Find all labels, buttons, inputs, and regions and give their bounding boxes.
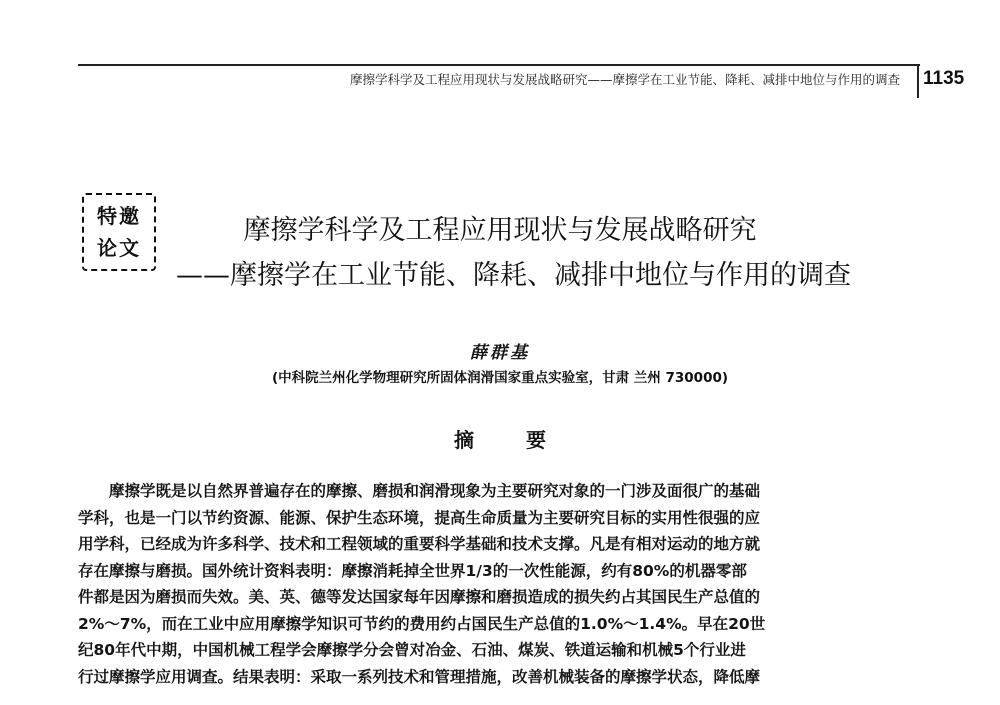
badge-line-1: 特邀: [97, 204, 141, 228]
abstract-line: 摩擦学既是以自然界普遍存在的摩擦、磨损和润滑现象为主要研究对象的一门涉及面很广的基础: [109, 482, 761, 500]
header-rule: [78, 64, 920, 66]
article-title: 摩擦学科学及工程应用现状与发展战略研究: [243, 215, 757, 246]
abstract-line: 2%～7%，而在工业中应用摩擦学知识可节约的费用约占国民生产总值的1.0%～1.4%。早在20世: [78, 614, 766, 633]
author-name: 薛群基: [470, 343, 530, 363]
abstract-heading-char-1: 摘: [454, 428, 474, 452]
abstract-heading-char-2: 要: [526, 428, 546, 452]
article-subtitle: ——摩擦学在工业节能、降耗、减排中地位与作用的调查: [176, 260, 851, 291]
page-number-divider: [917, 64, 919, 98]
badge-line-2: 论文: [97, 236, 141, 260]
abstract-body: [78, 478, 928, 690]
abstract-line: 学科，也是一门以节约资源、能源、保护生态环境，提高生命质量为主要研究目标的实用性很强的应: [78, 508, 761, 527]
running-head: 摩擦学科学及工程应用现状与发展战略研究——摩擦学在工业节能、降耗、减排中地位与作用的调查: [349, 72, 900, 87]
abstract-line: 用学科，已经成为许多科学、技术和工程领域的重要科学基础和技术支撑。凡是有相对运动的地方就: [78, 535, 761, 553]
author-affiliation: (中科院兰州化学物理研究所固体润滑国家重点实验室，甘肃 兰州 730000): [271, 370, 729, 386]
abstract-line: 件都是因为磨损而失效。美、英、德等发达国家每年因摩擦和磨损造成的损失约占其国民生产总值的: [78, 588, 761, 606]
abstract-line: 存在摩擦与磨损。国外统计资料表明：摩擦消耗掉全世界1/3的一次性能源，约有80%的机器零部: [78, 561, 747, 580]
abstract-line: 纪80年代中期，中国机械工程学会摩擦学分会曾对冶金、石油、煤炭、铁道运输和机械5个行业进: [78, 641, 746, 659]
abstract-heading: [0, 424, 1000, 453]
page-number: 1135: [923, 68, 965, 89]
invited-paper-badge: [82, 193, 156, 271]
abstract-line: 行过摩擦学应用调查。结果表明：采取一系列技术和管理措施，改善机械装备的摩擦学状态，降低摩: [78, 667, 761, 686]
